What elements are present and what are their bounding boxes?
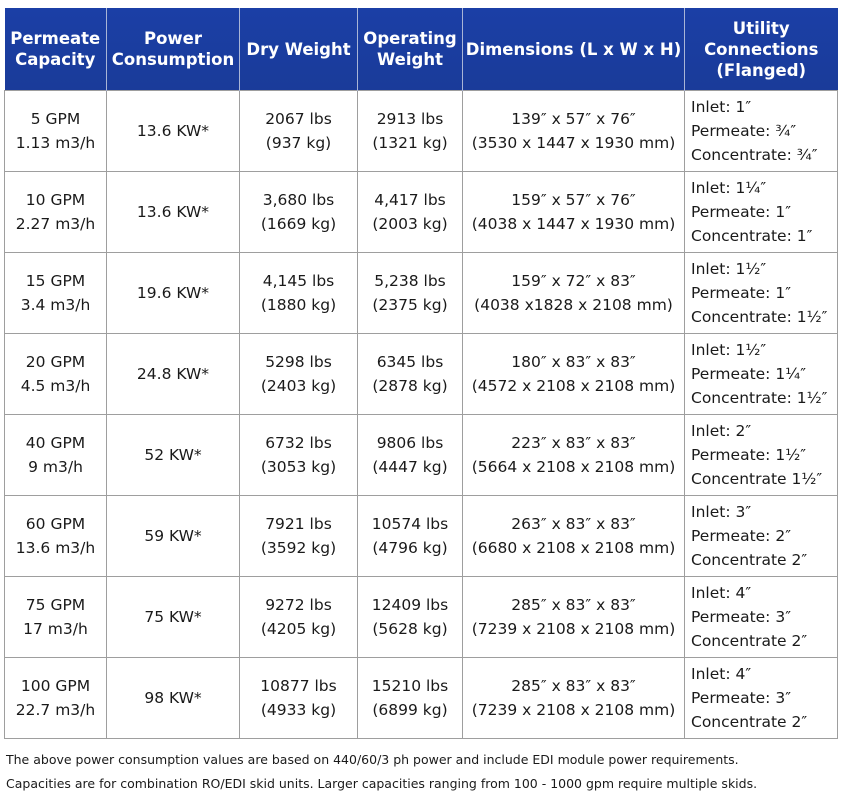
header-utility-connections [685, 8, 838, 91]
cell-utility-connections [685, 172, 838, 253]
cell-operating-weight [358, 658, 463, 739]
cell-permeate-capacity [5, 172, 107, 253]
footnotes [6, 748, 836, 796]
cell-line: Inlet: 2″ [691, 422, 752, 440]
header-line: (L x W x H) [579, 39, 682, 59]
cell-dry-weight [240, 91, 358, 172]
cell-line: (2375 kg) [372, 296, 448, 314]
cell-power-consumption: 19.6 KW* [107, 253, 240, 334]
cell-power-consumption: 13.6 KW* [107, 172, 240, 253]
cell-operating-weight [358, 334, 463, 415]
cell-dry-weight [240, 253, 358, 334]
cell-utility-connections [685, 658, 838, 739]
cell-line: Permeate: 1″ [691, 203, 791, 221]
cell-line: Concentrate 1½″ [691, 470, 823, 488]
cell-line: 22.7 m3/h [15, 701, 96, 719]
cell-line: 285″ x 83″ x 83″ [511, 596, 636, 614]
cell-line: 2.27 m3/h [15, 215, 96, 233]
cell-dimensions [463, 253, 685, 334]
cell-line: 40 GPM [25, 434, 86, 452]
cell-line: 10574 lbs [371, 515, 449, 533]
cell-line: 159″ x 72″ x 83″ [511, 272, 636, 290]
cell-line: (3053 kg) [260, 458, 337, 476]
cell-line: 9 m3/h [28, 458, 83, 476]
header-line: (Flanged) [716, 60, 807, 80]
cell-line: 5298 lbs [265, 353, 332, 371]
cell-line: (937 kg) [265, 134, 332, 152]
cell-line: (4205 kg) [260, 620, 337, 638]
cell-dry-weight [240, 577, 358, 658]
cell-line: Inlet: 4″ [691, 665, 752, 683]
header-dry-weight [240, 8, 358, 91]
cell-permeate-capacity [5, 253, 107, 334]
cell-operating-weight [358, 91, 463, 172]
cell-line: (7239 x 2108 x 2108 mm) [471, 620, 676, 638]
header-line: Utility [732, 18, 790, 38]
cell-line: 12409 lbs [371, 596, 449, 614]
table-row [5, 334, 838, 415]
cell-line: (6680 x 2108 x 2108 mm) [471, 539, 676, 557]
cell-line: 180″ x 83″ x 83″ [511, 353, 636, 371]
cell-line: 20 GPM [25, 353, 86, 371]
header-line: Operating [363, 29, 457, 48]
cell-dimensions [463, 91, 685, 172]
specifications-table [4, 8, 838, 739]
cell-line: 75 GPM [25, 596, 86, 614]
cell-permeate-capacity [5, 91, 107, 172]
cell-line: (4038 x 1447 x 1930 mm) [471, 215, 676, 233]
cell-utility-connections [685, 334, 838, 415]
cell-line: 17 m3/h [23, 620, 88, 638]
cell-line: 139″ x 57″ x 76″ [511, 110, 636, 128]
table-row [5, 253, 838, 334]
table-row [5, 496, 838, 577]
cell-utility-connections [685, 577, 838, 658]
cell-power-consumption: 75 KW* [107, 577, 240, 658]
cell-dimensions [463, 496, 685, 577]
table-row [5, 172, 838, 253]
header-line: Connections [704, 39, 819, 59]
cell-utility-connections [685, 415, 838, 496]
cell-line: Concentrate: ¾″ [691, 146, 818, 164]
cell-line: Permeate: 3″ [691, 608, 791, 626]
cell-line: Inlet: 1″ [691, 98, 752, 116]
cell-line: 9272 lbs [265, 596, 332, 614]
cell-line: (1880 kg) [260, 296, 337, 314]
cell-line: 15210 lbs [371, 677, 449, 695]
cell-line: (4447 kg) [372, 458, 448, 476]
cell-line: 9806 lbs [376, 434, 444, 452]
cell-permeate-capacity [5, 658, 107, 739]
cell-utility-connections [685, 496, 838, 577]
cell-line: 1.13 m3/h [15, 134, 96, 152]
cell-line: (1321 kg) [372, 134, 448, 152]
cell-line: 2067 lbs [265, 110, 332, 128]
header-dimensions [463, 8, 685, 91]
cell-line: (3530 x 1447 x 1930 mm) [471, 134, 676, 152]
footnote-power: The above power consumption values are based on 440/60/3 ph power and include EDI module power requirements. [6, 752, 739, 767]
cell-dimensions [463, 334, 685, 415]
cell-line: Permeate: 1″ [691, 284, 791, 302]
cell-operating-weight [358, 253, 463, 334]
cell-line: Permeate: 2″ [691, 527, 791, 545]
cell-power-consumption: 98 KW* [107, 658, 240, 739]
cell-line: (4796 kg) [372, 539, 448, 557]
cell-line: Permeate: 1½″ [691, 446, 807, 464]
cell-line: 10877 lbs [260, 677, 337, 695]
header-row [5, 8, 838, 91]
cell-dry-weight [240, 415, 358, 496]
cell-line: Permeate: ¾″ [691, 122, 797, 140]
cell-line: (5664 x 2108 x 2108 mm) [471, 458, 676, 476]
cell-permeate-capacity [5, 334, 107, 415]
header-power-consumption [107, 8, 240, 91]
cell-line: (3592 kg) [260, 539, 337, 557]
cell-line: 285″ x 83″ x 83″ [511, 677, 636, 695]
cell-line: Inlet: 1¼″ [691, 179, 767, 197]
cell-power-consumption: 59 KW* [107, 496, 240, 577]
cell-line: (7239 x 2108 x 2108 mm) [471, 701, 676, 719]
table-row [5, 415, 838, 496]
cell-line: Inlet: 4″ [691, 584, 752, 602]
cell-line: (4038 x1828 x 2108 mm) [474, 296, 673, 314]
cell-operating-weight [358, 577, 463, 658]
cell-line: (1669 kg) [260, 215, 337, 233]
header-line: Consumption [111, 50, 235, 69]
cell-line: 6732 lbs [265, 434, 332, 452]
cell-line: Concentrate 2″ [691, 713, 808, 731]
cell-dimensions [463, 172, 685, 253]
cell-line: Concentrate 2″ [691, 551, 808, 569]
header-line: Power [144, 29, 202, 48]
cell-line: 223″ x 83″ x 83″ [511, 434, 636, 452]
header-line: Dimensions [465, 39, 574, 59]
header-line: Capacity [15, 50, 96, 69]
cell-line: 4,417 lbs [374, 191, 446, 209]
cell-dry-weight [240, 172, 358, 253]
cell-dimensions [463, 577, 685, 658]
cell-line: 15 GPM [25, 272, 86, 290]
cell-operating-weight [358, 172, 463, 253]
cell-line: (5628 kg) [372, 620, 448, 638]
cell-line: Concentrate: 1½″ [691, 308, 828, 326]
cell-line: 263″ x 83″ x 83″ [511, 515, 636, 533]
cell-operating-weight [358, 496, 463, 577]
cell-line: (2878 kg) [372, 377, 448, 395]
header-line: Dry Weight [246, 39, 351, 59]
cell-dimensions [463, 415, 685, 496]
cell-line: (2403 kg) [260, 377, 337, 395]
cell-line: Concentrate: 1½″ [691, 389, 828, 407]
cell-line: (6899 kg) [372, 701, 448, 719]
cell-line: 100 GPM [20, 677, 91, 695]
cell-line: 10 GPM [25, 191, 86, 209]
cell-line: 6345 lbs [376, 353, 444, 371]
cell-utility-connections [685, 253, 838, 334]
cell-power-consumption: 13.6 KW* [107, 91, 240, 172]
table-row [5, 577, 838, 658]
cell-line: Concentrate: 1″ [691, 227, 813, 245]
table-row [5, 91, 838, 172]
cell-line: Permeate: 1¼″ [691, 365, 807, 383]
cell-line: Permeate: 3″ [691, 689, 791, 707]
cell-line: 4,145 lbs [262, 272, 335, 290]
cell-operating-weight [358, 415, 463, 496]
cell-line: 7921 lbs [265, 515, 332, 533]
table-body [5, 91, 838, 739]
table-row [5, 658, 838, 739]
cell-line: Inlet: 1½″ [691, 260, 767, 278]
cell-line: (4572 x 2108 x 2108 mm) [471, 377, 676, 395]
cell-line: Inlet: 3″ [691, 503, 752, 521]
header-operating-weight [358, 8, 463, 91]
cell-dry-weight [240, 334, 358, 415]
footnote-capacities: Capacities are for combination RO/EDI skid units. Larger capacities ranging from 100 - 1000 gpm require multiple skids. [6, 776, 758, 791]
cell-line: 13.6 m3/h [15, 539, 96, 557]
cell-line: 3.4 m3/h [20, 296, 91, 314]
cell-line: Inlet: 1½″ [691, 341, 767, 359]
header-line: Weight [377, 50, 443, 69]
cell-line: 2913 lbs [376, 110, 444, 128]
cell-line: (2003 kg) [372, 215, 448, 233]
cell-line: 3,680 lbs [262, 191, 335, 209]
cell-line: (4933 kg) [260, 701, 337, 719]
cell-line: Concentrate 2″ [691, 632, 808, 650]
cell-dry-weight [240, 496, 358, 577]
cell-permeate-capacity [5, 577, 107, 658]
cell-line: 60 GPM [25, 515, 86, 533]
cell-line: 159″ x 57″ x 76″ [511, 191, 636, 209]
cell-permeate-capacity [5, 415, 107, 496]
header-line: Permeate [10, 29, 101, 48]
cell-permeate-capacity [5, 496, 107, 577]
cell-dry-weight [240, 658, 358, 739]
cell-dimensions [463, 658, 685, 739]
cell-power-consumption: 52 KW* [107, 415, 240, 496]
cell-line: 4.5 m3/h [20, 377, 91, 395]
cell-line: 5 GPM [30, 110, 81, 128]
cell-power-consumption: 24.8 KW* [107, 334, 240, 415]
cell-utility-connections [685, 91, 838, 172]
header-permeate-capacity [5, 8, 107, 91]
cell-line: 5,238 lbs [374, 272, 446, 290]
